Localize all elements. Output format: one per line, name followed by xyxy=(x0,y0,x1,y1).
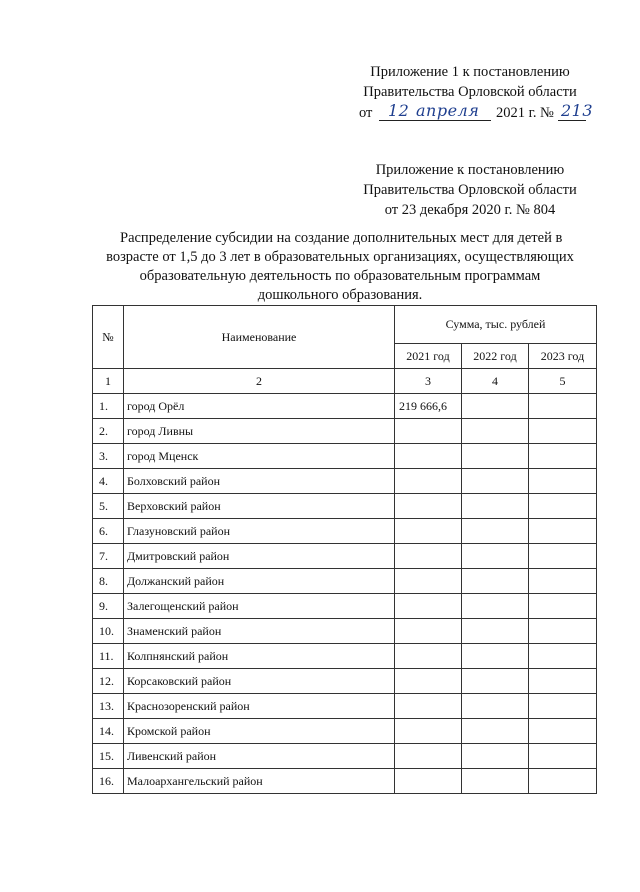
row-value-2022 xyxy=(462,544,529,569)
orig-line3: от 23 декабря 2020 г. № 804 xyxy=(384,202,556,218)
row-name: Дмитровский район xyxy=(124,544,395,569)
title-line1: Распределение субсидии на создание дополнительных мест для детей в xyxy=(120,230,563,246)
index-cell: 3 xyxy=(395,369,462,394)
row-number: 2. xyxy=(93,419,124,444)
row-number: 15. xyxy=(93,744,124,769)
row-value-2021 xyxy=(395,419,462,444)
row-name: Колпнянский район xyxy=(124,644,395,669)
year-header-2021: 2021 год xyxy=(395,344,462,369)
table-row xyxy=(93,419,597,444)
title-line3: образовательную деятельность по образовательным программам xyxy=(139,268,541,284)
col-number-header: № xyxy=(93,306,124,369)
table-row xyxy=(93,594,597,619)
table-index-row xyxy=(93,369,597,394)
row-number: 8. xyxy=(93,569,124,594)
row-value-2023 xyxy=(529,544,597,569)
row-value-2023 xyxy=(529,769,597,794)
row-value-2021 xyxy=(395,669,462,694)
row-number: 5. xyxy=(93,494,124,519)
row-name: Болховский район xyxy=(124,469,395,494)
document-title xyxy=(88,229,592,305)
row-value-2022 xyxy=(462,419,529,444)
row-number: 1. xyxy=(93,394,124,419)
row-value-2021 xyxy=(395,469,462,494)
appendix-line2: Правительства Орловской области xyxy=(363,84,577,100)
row-number: 11. xyxy=(93,644,124,669)
row-number: 3. xyxy=(93,444,124,469)
row-value-2021: 219 666,6 xyxy=(395,394,462,419)
table-row xyxy=(93,569,597,594)
table-row xyxy=(93,619,597,644)
year-label: 2021 г. xyxy=(496,105,537,121)
row-value-2021 xyxy=(395,719,462,744)
row-value-2023 xyxy=(529,619,597,644)
row-name: Глазуновский район xyxy=(124,519,395,544)
title-line2: возрасте от 1,5 до 3 лет в образовательных организациях, осуществляющих xyxy=(106,249,574,265)
row-value-2023 xyxy=(529,744,597,769)
row-value-2023 xyxy=(529,494,597,519)
col-sum-header: Сумма, тыс. рублей xyxy=(395,306,597,344)
row-value-2023 xyxy=(529,569,597,594)
handwritten-number: 213 xyxy=(561,101,594,120)
row-value-2022 xyxy=(462,719,529,744)
row-value-2023 xyxy=(529,394,597,419)
subsidy-table xyxy=(92,305,597,794)
table-row xyxy=(93,769,597,794)
row-value-2023 xyxy=(529,444,597,469)
row-value-2021 xyxy=(395,544,462,569)
ot-label: от xyxy=(359,105,373,121)
table-body xyxy=(93,394,597,794)
row-name: Знаменский район xyxy=(124,619,395,644)
row-number: 16. xyxy=(93,769,124,794)
index-cell: 5 xyxy=(529,369,597,394)
index-cell: 1 xyxy=(93,369,124,394)
handwritten-day: 12 xyxy=(388,101,410,120)
row-value-2021 xyxy=(395,519,462,544)
row-number: 6. xyxy=(93,519,124,544)
row-value-2022 xyxy=(462,769,529,794)
row-value-2023 xyxy=(529,469,597,494)
row-value-2022 xyxy=(462,694,529,719)
row-name: город Мценск xyxy=(124,444,395,469)
row-name: Верховский район xyxy=(124,494,395,519)
row-number: 4. xyxy=(93,469,124,494)
year-header-2023: 2023 год xyxy=(529,344,597,369)
row-name: город Ливны xyxy=(124,419,395,444)
row-number: 14. xyxy=(93,719,124,744)
table-row xyxy=(93,544,597,569)
row-value-2022 xyxy=(462,469,529,494)
orig-line2: Правительства Орловской области xyxy=(363,182,577,198)
appendix-header xyxy=(340,64,600,101)
row-value-2023 xyxy=(529,519,597,544)
table-row xyxy=(93,494,597,519)
row-value-2022 xyxy=(462,619,529,644)
row-value-2023 xyxy=(529,419,597,444)
row-value-2023 xyxy=(529,594,597,619)
table-row xyxy=(93,394,597,419)
row-value-2022 xyxy=(462,669,529,694)
table-row xyxy=(93,444,597,469)
row-value-2021 xyxy=(395,594,462,619)
row-name: Должанский район xyxy=(124,569,395,594)
row-number: 10. xyxy=(93,619,124,644)
row-value-2021 xyxy=(395,769,462,794)
index-cell: 2 xyxy=(124,369,395,394)
index-cell: 4 xyxy=(462,369,529,394)
row-value-2023 xyxy=(529,669,597,694)
row-value-2022 xyxy=(462,744,529,769)
row-value-2022 xyxy=(462,644,529,669)
row-value-2023 xyxy=(529,644,597,669)
row-value-2021 xyxy=(395,694,462,719)
row-name: Малоархангельский район xyxy=(124,769,395,794)
number-underline xyxy=(558,120,586,121)
table-row xyxy=(93,644,597,669)
row-value-2023 xyxy=(529,694,597,719)
row-number: 7. xyxy=(93,544,124,569)
table-row xyxy=(93,694,597,719)
row-number: 12. xyxy=(93,669,124,694)
row-name: Краснозоренский район xyxy=(124,694,395,719)
row-number: 13. xyxy=(93,694,124,719)
row-name: Залегощенский район xyxy=(124,594,395,619)
number-sign: № xyxy=(540,105,554,121)
row-value-2022 xyxy=(462,569,529,594)
col-name-header: Наименование xyxy=(124,306,395,369)
row-value-2022 xyxy=(462,394,529,419)
date-underline xyxy=(379,120,491,121)
appendix-line1: Приложение 1 к постановлению xyxy=(370,64,570,80)
row-value-2022 xyxy=(462,594,529,619)
row-value-2022 xyxy=(462,444,529,469)
row-value-2021 xyxy=(395,744,462,769)
row-value-2023 xyxy=(529,719,597,744)
row-value-2021 xyxy=(395,494,462,519)
handwritten-month: апреля xyxy=(416,101,480,120)
orig-line1: Приложение к постановлению xyxy=(375,162,565,178)
row-name: Корсаковский район xyxy=(124,669,395,694)
row-name: Кромской район xyxy=(124,719,395,744)
row-number: 9. xyxy=(93,594,124,619)
table-row xyxy=(93,519,597,544)
table-row xyxy=(93,669,597,694)
row-name: город Орёл xyxy=(124,394,395,419)
row-value-2022 xyxy=(462,494,529,519)
row-value-2021 xyxy=(395,444,462,469)
title-line4: дошкольного образования. xyxy=(257,287,423,303)
row-value-2021 xyxy=(395,619,462,644)
table-header-row xyxy=(93,306,597,344)
original-appendix-header xyxy=(340,162,600,219)
row-value-2022 xyxy=(462,519,529,544)
table-row xyxy=(93,469,597,494)
table-row xyxy=(93,744,597,769)
row-value-2021 xyxy=(395,644,462,669)
year-header-2022: 2022 год xyxy=(462,344,529,369)
row-value-2021 xyxy=(395,569,462,594)
row-name: Ливенский район xyxy=(124,744,395,769)
table-row xyxy=(93,719,597,744)
